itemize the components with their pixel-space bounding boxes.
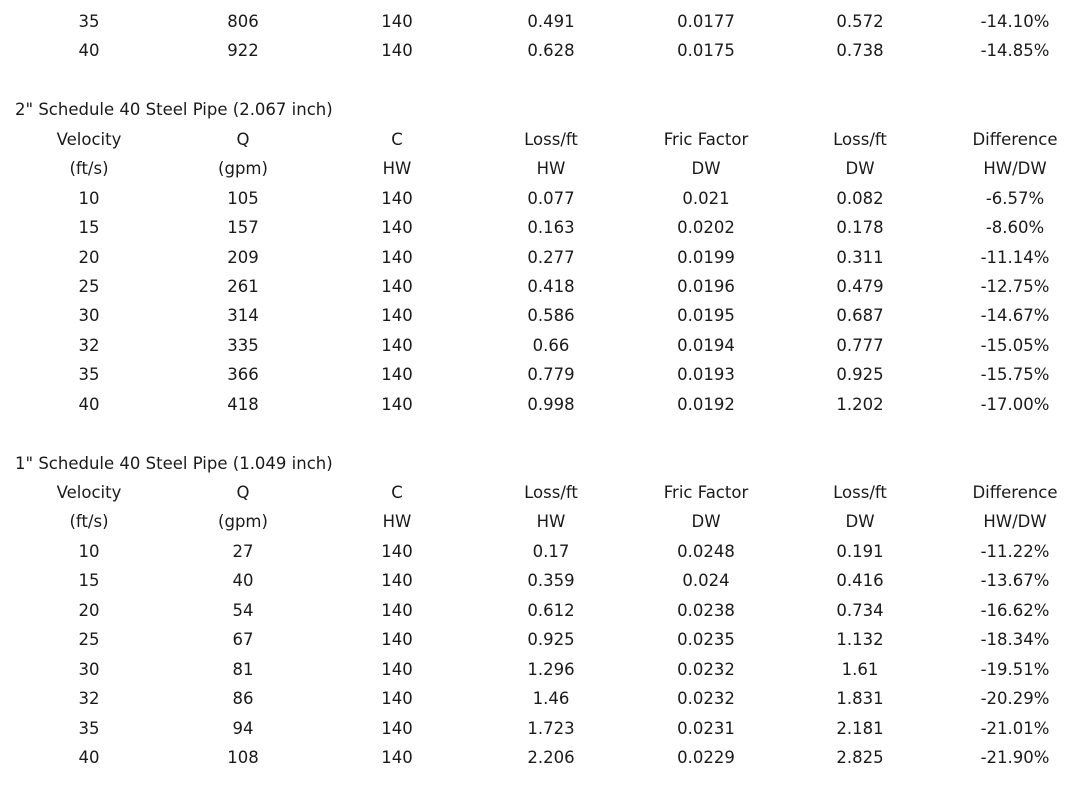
loss-dw-cell: 0.416 [836,571,884,591]
fric-factor-dw-cell: 0.0235 [677,630,735,650]
header-velocity: Velocity [56,129,122,149]
header-loss-ft-dw: Loss/ft [833,483,887,502]
loss-hw-cell: 1.723 [527,718,575,738]
loss-dw-cell: 0.572 [836,12,884,31]
c-hw-cell: 140 [381,218,413,238]
flow-cell: 335 [227,335,259,355]
flow-cell: 366 [227,365,259,385]
fric-factor-dw-cell: 0.0232 [677,689,735,709]
velocity-cell: 30 [78,659,100,679]
velocity-cell: 40 [78,394,100,414]
difference-cell: -13.67% [980,571,1050,591]
velocity-cell: 20 [78,247,100,267]
loss-dw-cell: 1.202 [836,394,884,414]
section-1-inch-pipe [0,449,1083,773]
header-c: C [391,483,403,502]
difference-cell: -18.34% [980,630,1050,650]
c-hw-cell: 140 [381,571,413,591]
fric-factor-dw-cell: 0.0195 [677,306,735,326]
subheader-c-method: HW [382,159,412,179]
table-row [0,596,1083,625]
subheader-loss-hw-method: HW [536,512,566,532]
table-row [0,655,1083,684]
flow-cell: 27 [232,541,254,561]
table-row [0,566,1083,595]
header-q: Q [236,483,250,502]
velocity-cell: 25 [78,630,100,650]
table-row [0,36,1083,65]
velocity-cell: 25 [78,276,100,296]
loss-dw-cell: 0.777 [836,335,884,355]
velocity-cell: 32 [78,335,100,355]
header-q: Q [236,129,250,149]
difference-cell: -6.57% [985,188,1045,208]
loss-hw-cell: 0.628 [527,41,575,61]
loss-dw-cell: 0.738 [836,41,884,61]
flow-cell: 54 [232,600,254,620]
subheader-loss-hw-method: HW [536,159,566,179]
section-spacer [0,66,1083,95]
flow-cell: 94 [232,718,254,738]
fric-factor-dw-cell: 0.0193 [677,365,735,385]
flow-cell: 157 [227,218,259,238]
table-row [0,184,1083,213]
loss-hw-cell: 0.998 [527,394,575,414]
section-title-row [0,95,1083,124]
velocity-cell: 15 [78,571,100,591]
continued-table-rows [0,7,1083,66]
loss-hw-cell: 0.66 [532,335,570,355]
table-row [0,243,1083,272]
flow-cell: 922 [227,41,259,61]
difference-cell: -16.62% [980,600,1050,620]
flow-cell: 209 [227,247,259,267]
velocity-cell: 40 [78,41,100,61]
c-hw-cell: 140 [381,365,413,385]
section-title-row [0,449,1083,478]
c-hw-cell: 140 [381,247,413,267]
section-spacer [0,419,1083,448]
table-row [0,331,1083,360]
c-hw-cell: 140 [381,41,413,61]
loss-dw-cell: 0.082 [836,188,884,208]
c-hw-cell: 140 [381,630,413,650]
subheader-q-unit: (gpm) [218,512,268,532]
loss-dw-cell: 1.61 [841,659,879,679]
header-loss-ft-hw: Loss/ft [524,483,578,502]
c-hw-cell: 140 [381,541,413,561]
difference-cell: -21.90% [980,747,1050,767]
loss-dw-cell: 0.925 [836,365,884,385]
loss-hw-cell: 0.491 [527,12,575,31]
velocity-cell: 35 [78,718,100,738]
loss-dw-cell: 0.687 [836,306,884,326]
header-loss-ft-hw: Loss/ft [524,129,578,149]
fric-factor-dw-cell: 0.0231 [677,718,735,738]
loss-hw-cell: 0.418 [527,276,575,296]
table-row [0,7,1083,36]
c-hw-cell: 140 [381,718,413,738]
loss-hw-cell: 1.296 [527,659,575,679]
difference-cell: -19.51% [980,659,1050,679]
velocity-cell: 20 [78,600,100,620]
section-2-inch-pipe [0,95,1083,419]
fric-factor-dw-cell: 0.0238 [677,600,735,620]
fric-factor-dw-cell: 0.0199 [677,247,735,267]
flow-cell: 806 [227,12,259,31]
velocity-cell: 15 [78,218,100,238]
c-hw-cell: 140 [381,659,413,679]
velocity-cell: 40 [78,747,100,767]
flow-cell: 108 [227,747,259,767]
loss-dw-cell: 0.479 [836,276,884,296]
table-body [0,537,1083,773]
flow-cell: 418 [227,394,259,414]
subheader-velocity-unit: (ft/s) [69,512,109,532]
difference-cell: -8.60% [985,218,1045,238]
fric-factor-dw-cell: 0.0194 [677,335,735,355]
c-hw-cell: 140 [381,747,413,767]
difference-cell: -17.00% [980,394,1050,414]
c-hw-cell: 140 [381,12,413,31]
header-fric-factor: Fric Factor [663,129,749,149]
velocity-cell: 35 [78,365,100,385]
loss-hw-cell: 0.277 [527,247,575,267]
subheader-loss-dw-method: DW [845,159,875,179]
subheader-fric-dw-method: DW [691,512,721,532]
header-difference: Difference [972,483,1058,502]
fric-factor-dw-cell: 0.0192 [677,394,735,414]
velocity-cell: 10 [78,188,100,208]
fric-factor-dw-cell: 0.0229 [677,747,735,767]
flow-cell: 40 [232,571,254,591]
table-header-row [0,478,1083,507]
fric-factor-dw-cell: 0.0196 [677,276,735,296]
table-body [0,184,1083,420]
table-row [0,272,1083,301]
difference-cell: -15.05% [980,335,1050,355]
loss-dw-cell: 0.178 [836,218,884,238]
flow-cell: 67 [232,630,254,650]
table-row [0,714,1083,743]
fric-factor-dw-cell: 0.0202 [677,218,735,238]
table-row [0,625,1083,654]
subheader-velocity-unit: (ft/s) [69,159,109,179]
difference-cell: -11.22% [980,541,1050,561]
subheader-difference-ratio: HW/DW [983,159,1047,179]
section-title: 1" Schedule 40 Steel Pipe (1.049 inch) [15,453,333,473]
fric-factor-dw-cell: 0.0248 [677,541,735,561]
c-hw-cell: 140 [381,188,413,208]
loss-hw-cell: 0.077 [527,188,575,208]
header-difference: Difference [972,129,1058,149]
subheader-c-method: HW [382,512,412,532]
table-row [0,537,1083,566]
difference-cell: -14.10% [980,12,1050,31]
loss-dw-cell: 1.132 [836,630,884,650]
pipe-friction-loss-document [0,7,1083,772]
flow-cell: 86 [232,689,254,709]
difference-cell: -14.67% [980,306,1050,326]
loss-dw-cell: 0.311 [836,247,884,267]
subheader-fric-dw-method: DW [691,159,721,179]
loss-hw-cell: 1.46 [532,689,570,709]
table-row [0,743,1083,772]
c-hw-cell: 140 [381,306,413,326]
loss-hw-cell: 2.206 [527,747,575,767]
loss-dw-cell: 0.734 [836,600,884,620]
table-subheader-row [0,154,1083,183]
flow-cell: 261 [227,276,259,296]
flow-cell: 314 [227,306,259,326]
difference-cell: -20.29% [980,689,1050,709]
loss-dw-cell: 2.825 [836,747,884,767]
difference-cell: -11.14% [980,247,1050,267]
table-row [0,213,1083,242]
fric-factor-dw-cell: 0.024 [682,571,730,591]
velocity-cell: 32 [78,689,100,709]
section-title: 2" Schedule 40 Steel Pipe (2.067 inch) [15,100,333,120]
fric-factor-dw-cell: 0.0175 [677,41,735,61]
table-row [0,684,1083,713]
velocity-cell: 10 [78,541,100,561]
loss-hw-cell: 0.612 [527,600,575,620]
fric-factor-dw-cell: 0.021 [682,188,730,208]
table-row [0,301,1083,330]
c-hw-cell: 140 [381,689,413,709]
difference-cell: -12.75% [980,276,1050,296]
table-row [0,360,1083,389]
table-header-row [0,125,1083,154]
loss-dw-cell: 1.831 [836,689,884,709]
flow-cell: 105 [227,188,259,208]
loss-dw-cell: 0.191 [836,541,884,561]
difference-cell: -15.75% [980,365,1050,385]
subheader-q-unit: (gpm) [218,159,268,179]
subheader-difference-ratio: HW/DW [983,512,1047,532]
difference-cell: -14.85% [980,41,1050,61]
subheader-loss-dw-method: DW [845,512,875,532]
loss-hw-cell: 0.925 [527,630,575,650]
difference-cell: -21.01% [980,718,1050,738]
c-hw-cell: 140 [381,394,413,414]
header-loss-ft-dw: Loss/ft [833,129,887,149]
table-subheader-row [0,507,1083,536]
loss-dw-cell: 2.181 [836,718,884,738]
flow-cell: 81 [232,659,254,679]
loss-hw-cell: 0.586 [527,306,575,326]
header-fric-factor: Fric Factor [663,483,749,502]
c-hw-cell: 140 [381,600,413,620]
loss-hw-cell: 0.17 [532,541,570,561]
c-hw-cell: 140 [381,276,413,296]
table-row [0,390,1083,419]
velocity-cell: 30 [78,306,100,326]
velocity-cell: 35 [78,12,100,31]
c-hw-cell: 140 [381,335,413,355]
header-velocity: Velocity [56,483,122,502]
fric-factor-dw-cell: 0.0232 [677,659,735,679]
loss-hw-cell: 0.359 [527,571,575,591]
loss-hw-cell: 0.779 [527,365,575,385]
loss-hw-cell: 0.163 [527,218,575,238]
fric-factor-dw-cell: 0.0177 [677,12,735,31]
header-c: C [391,129,403,149]
